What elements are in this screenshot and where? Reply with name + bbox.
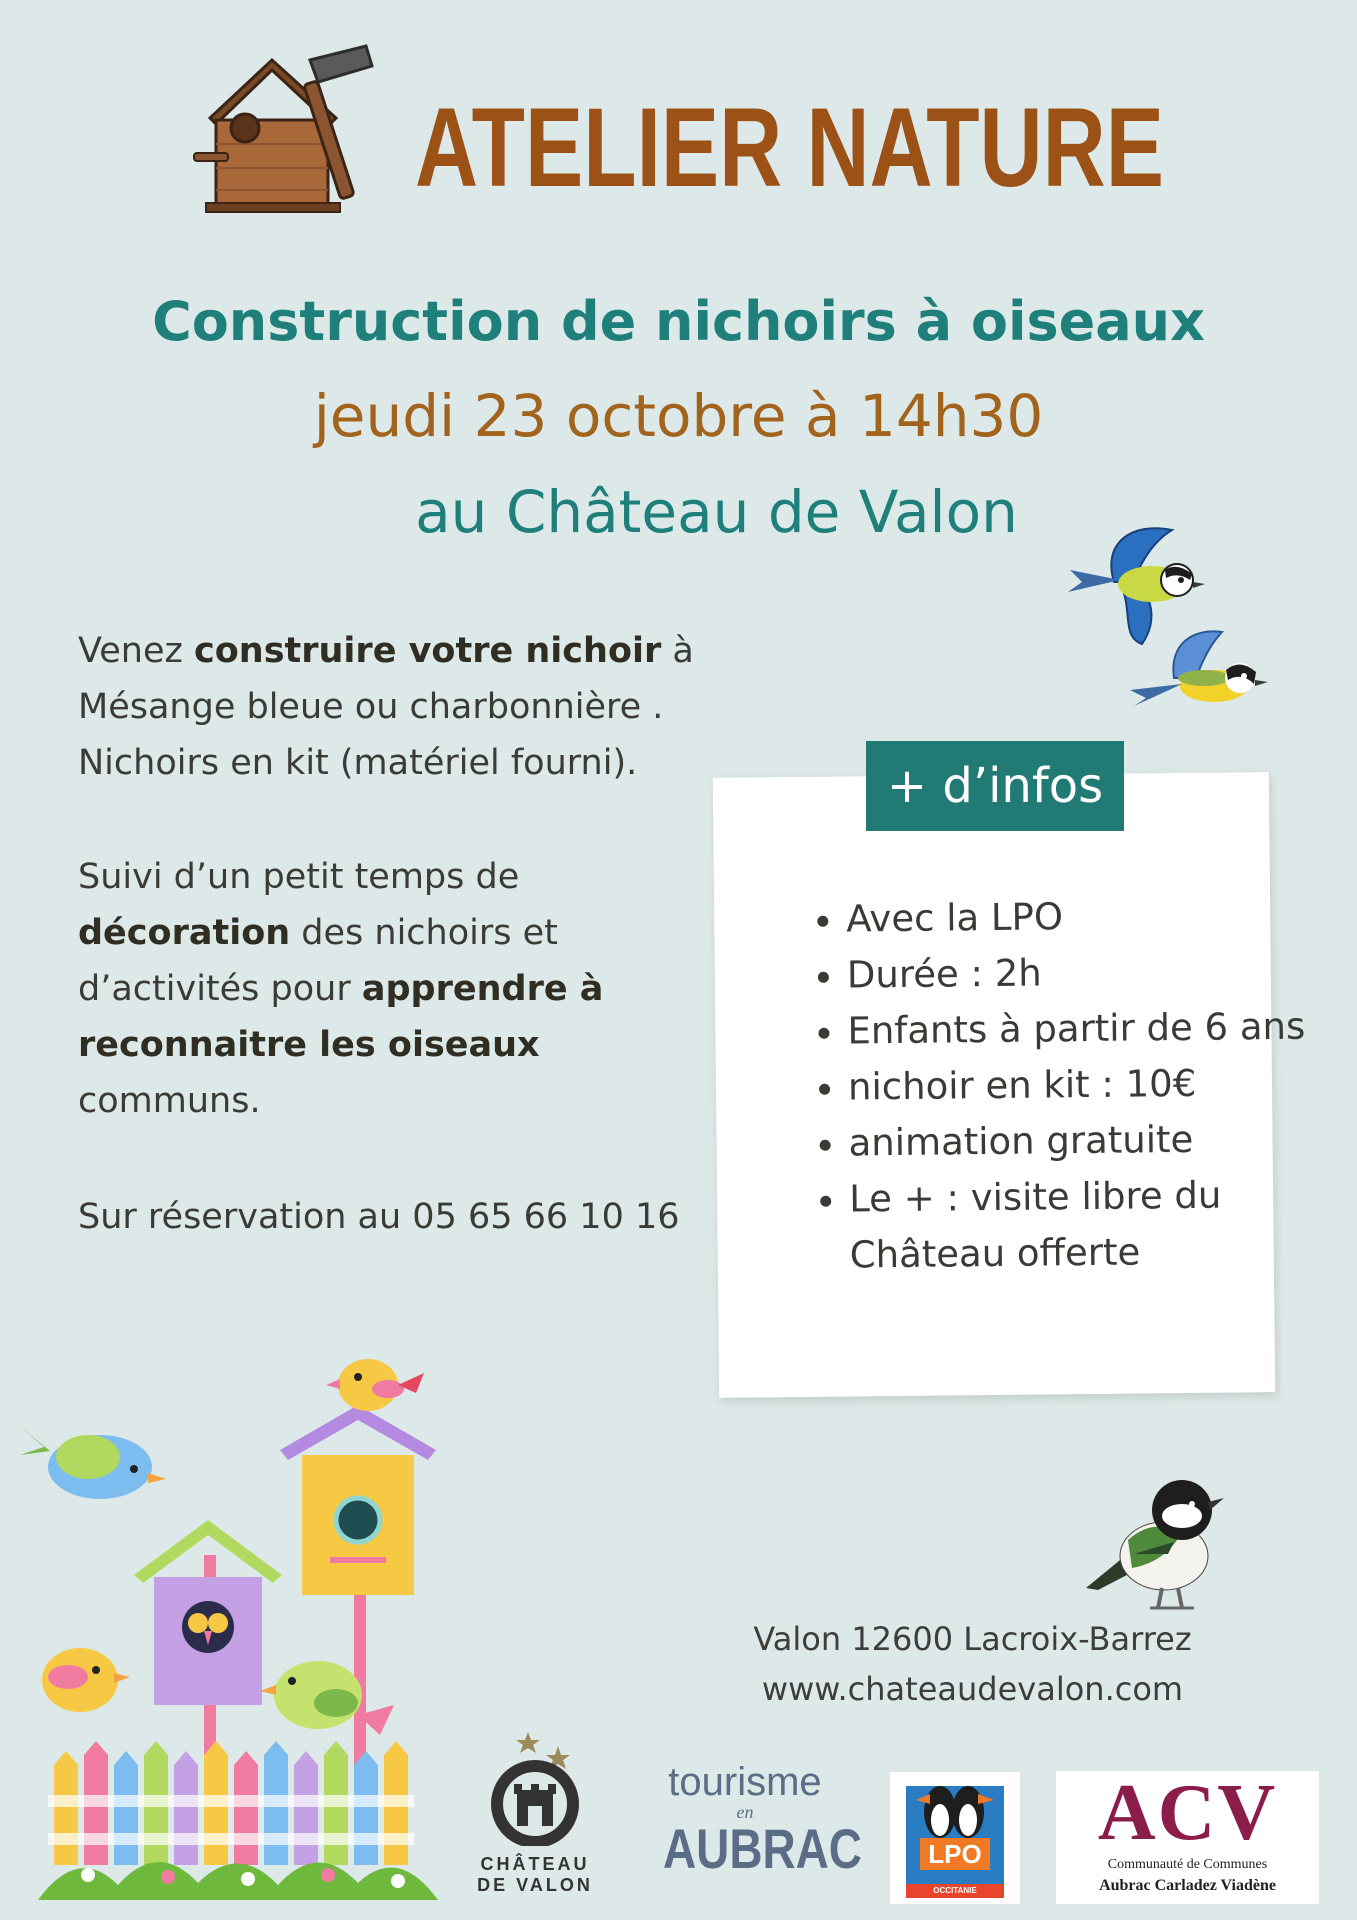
description-text: Suivi d’un petit temps de [78,857,520,897]
info-badge: + d’infos [866,741,1124,831]
description-text: Venez [78,631,194,671]
page-title: ATELIER NATURE [415,85,1165,210]
tourisme-logo-bottom: AUBRAC [663,1817,862,1880]
info-item: • Enfants à partir de 6 ans [847,999,1308,1060]
info-list [800,887,1310,1284]
tourisme-logo-top: tourisme [668,1760,822,1804]
website-link[interactable]: www.chateaudevalon.com [761,1670,1184,1708]
tourisme-aubrac-logo [645,1760,862,1880]
description-bold: construire votre nichoir [193,631,662,671]
address-text: Valon 12600 Lacroix-Barrez [753,1620,1192,1658]
puffin-icon [910,1776,1000,1846]
acv-logo-line2: Aubrac Carladez Viadène [1099,1877,1276,1894]
info-item: • Avec la LPO [846,887,1307,948]
description-text: communs. [78,1081,261,1121]
acv-logo-letters: ACV [1097,1769,1278,1857]
chateau-logo-line2: DE VALON [477,1875,593,1895]
event-location: au Château de Valon [415,478,1018,546]
flying-greattit-illustration [1124,628,1274,738]
acv-logo-line1: Communauté de Communes [1107,1857,1268,1872]
lpo-logo [890,1772,1020,1904]
birdhouse-hammer-illustration [190,40,390,215]
description-bold: décoration [78,913,291,953]
chateau-logo-line1: CHÂTEAU [480,1854,590,1874]
chateau-de-valon-logo [470,1728,600,1903]
lpo-logo-region: OCCITANIE [906,1884,1004,1898]
description-bold: apprendre à reconnaitre les oiseaux [78,969,604,1065]
tourisme-logo-en: en [736,1802,754,1822]
event-date: jeudi 23 octobre à 14h30 [313,382,1044,450]
info-item: • Le + : visite libre du Château offerte [849,1167,1310,1284]
lpo-logo-text: LPO [920,1838,990,1870]
description-paragraph-1 [78,623,698,791]
description-text: des nichoirs et d’activités pour [78,913,558,1009]
info-item: • animation gratuite [848,1111,1309,1172]
reservation-phone: Sur réservation au 05 65 66 10 16 [78,1197,680,1237]
description-text: à Mésange bleue ou charbonnière . Nichoirs en kit (matériel fourni). [78,631,694,783]
info-item: • nichoir en kit : 10€ [848,1055,1309,1116]
event-subtitle: Construction de nichoirs à oiseaux [152,290,1205,353]
birdhouses-garden-illustration [18,1355,448,1900]
description-paragraph-2 [78,849,698,1129]
perched-greattit-illustration [1082,1470,1232,1615]
acv-logo [1056,1771,1319,1904]
info-item: • Durée : 2h [847,943,1308,1004]
castle-icon [470,1728,600,1846]
